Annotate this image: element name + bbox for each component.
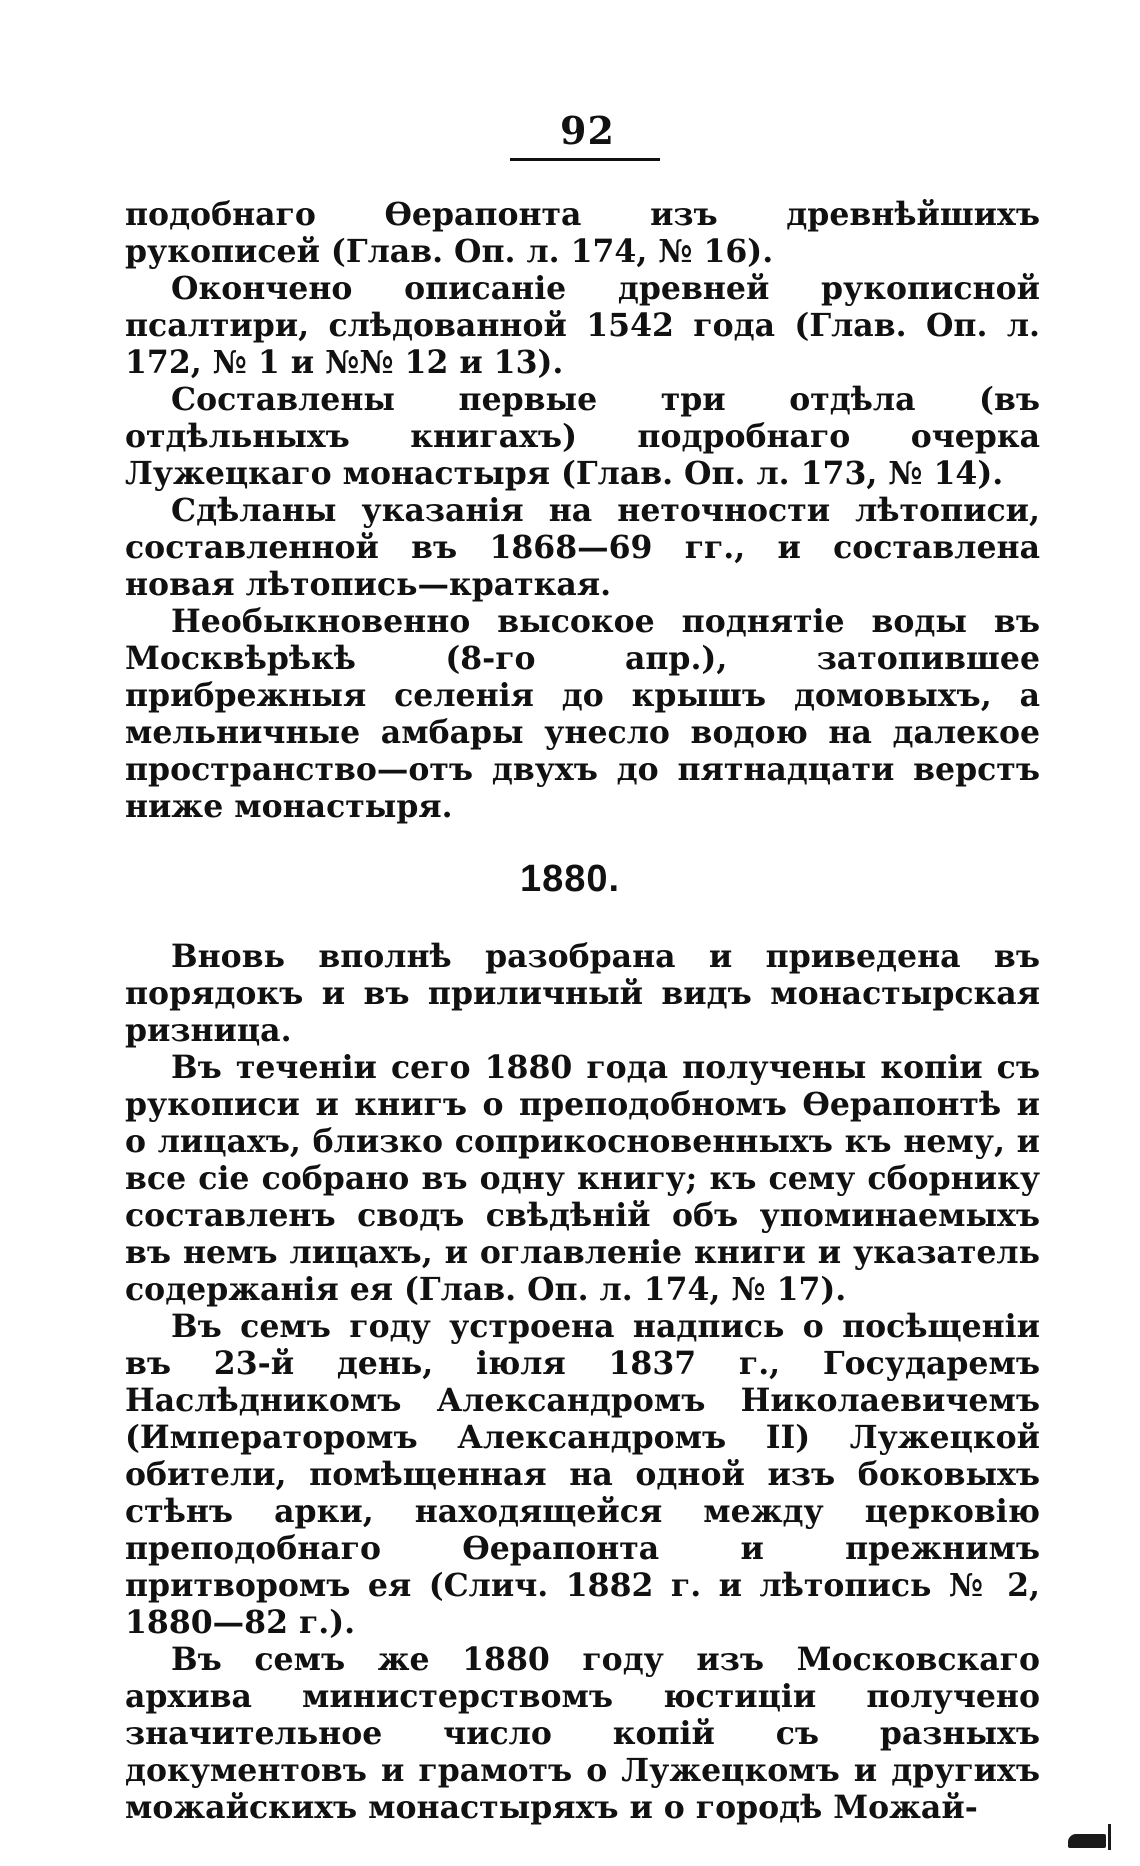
page-number-rule (510, 158, 660, 161)
paragraph: Составлены первые три отдѣла (въ отдѣльныхъ книгахъ) подробнаго очерка Лужецкаго монастыря (Глав. Оп. л. 173, № 14). (125, 381, 1040, 492)
paragraph: Въ теченіи сего 1880 года получены копіи съ рукописи и книгъ о преподобномъ Ѳерапонтѣ и о лицахъ, близко соприкосновенныхъ къ нему, и все сіе собрано въ одну книгу; къ сему сборнику составленъ сводъ свѣдѣній объ упоминаемыхъ въ немъ лицахъ, и оглавленіе книги и указатель содержанія ея (Глав. Оп. л. 174, № 17). (125, 1049, 1040, 1308)
page-number: 92 (560, 108, 615, 153)
paragraph: Въ семъ же 1880 году изъ Московскаго архива министерствомъ юстиціи получено значительное число копій съ разныхъ документовъ и грамотъ о Лужецкомъ и другихъ можайскихъ монастыряхъ и о городѣ Можай- (125, 1641, 1040, 1826)
paragraph: Вновь вполнѣ разобрана и приведена въ порядокъ и въ приличный видъ монастырская ризница. (125, 938, 1040, 1049)
text-block-after-heading (125, 938, 1040, 1826)
paragraph: Сдѣланы указанія на неточности лѣтописи, составленной въ 1868—69 гг., и составлена новая лѣтопись—краткая. (125, 492, 1040, 603)
corner-printer-mark-bar (1108, 1824, 1111, 1850)
text-block-before-heading (125, 196, 1040, 825)
paragraph: подобнаго Ѳерапонта изъ древнѣйшихъ рукописей (Глав. Оп. л. 174, № 16). (125, 196, 1040, 270)
corner-printer-mark (1068, 1834, 1106, 1848)
paragraph: Въ семъ году устроена надпись о посѣщеніи въ 23-й день, іюля 1837 г., Государемъ Наслѣдникомъ Александромъ Николаевичемъ (Императоромъ Александромъ II) Лужецкой обители, помѣщенная на одной изъ боковыхъ стѣнъ арки, находящейся между церковію преподобнаго Ѳерапонта и прежнимъ притворомъ ея (Слич. 1882 г. и лѣтопись № 2, 1880—82 г.). (125, 1308, 1040, 1641)
year-heading: 1880. (519, 858, 621, 900)
paragraph: Необыкновенно высокое поднятіе воды въ Москвѣрѣкѣ (8-го апр.), затопившее прибрежныя селенія до крышъ домовыхъ, а мельничные амбары унесло водою на далекое пространство—отъ двухъ до пятнадцати верстъ ниже монастыря. (125, 603, 1040, 825)
paragraph: Окончено описаніе древней рукописной псалтири, слѣдованной 1542 года (Глав. Оп. л. 172, № 1 и №№ 12 и 13). (125, 270, 1040, 381)
